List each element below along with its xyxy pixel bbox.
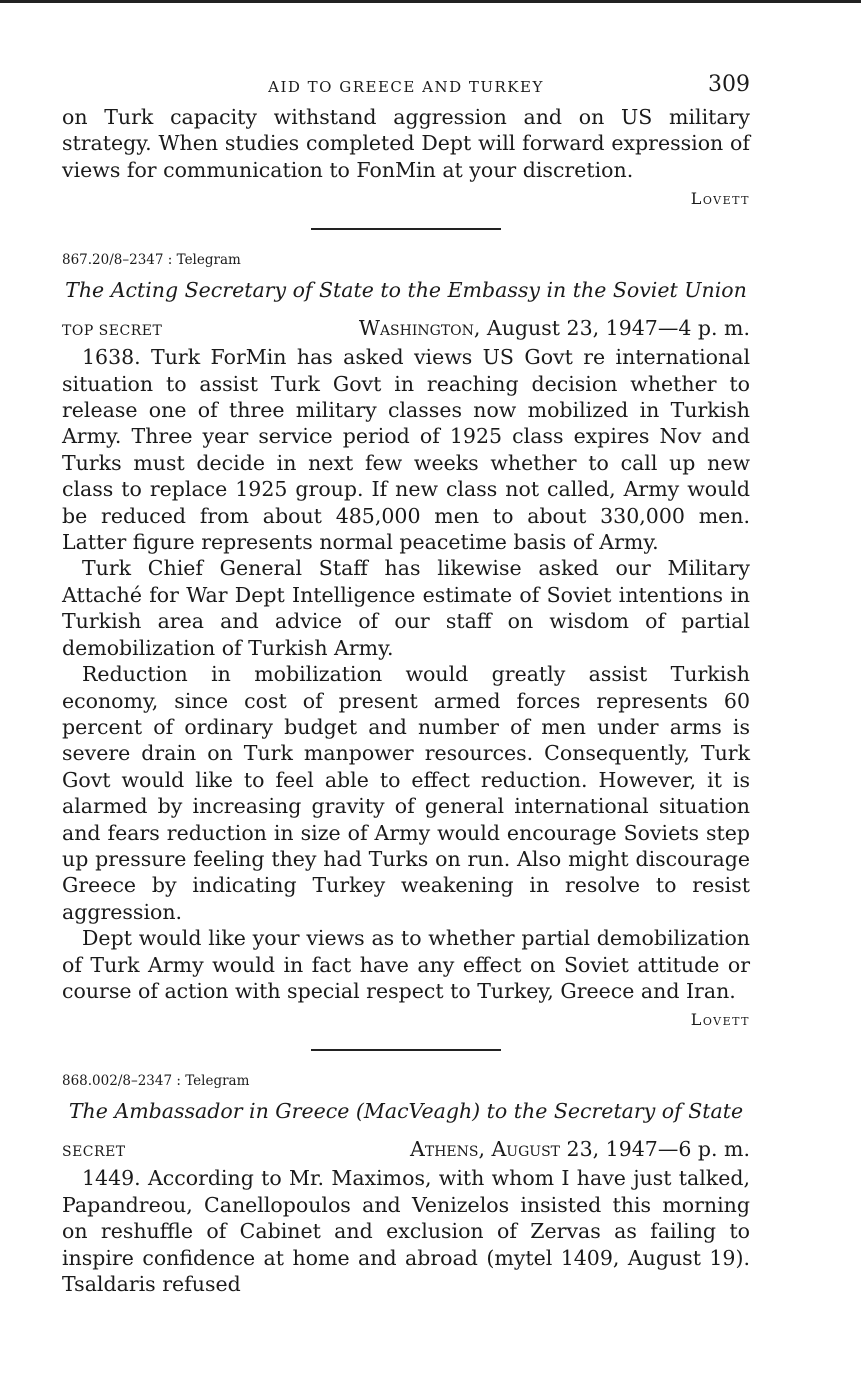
place-name: Athens, August <box>410 1137 561 1162</box>
body-paragraph: 1449. According to Mr. Maximos, with whom I have just talked, Papandreou, Canellopoulos and Venizelos insisted this morning on reshuffle of Cabinet and exclusion of Zervas as failing to inspire confidence at home and abroad (mytel 1409, August 19). Tsaldaris refused <box>62 1166 750 1296</box>
document-title: The Ambassador in Greece (MacVeagh) to the Secretary of State <box>68 1099 744 1124</box>
running-head: AID TO GREECE AND TURKEY <box>268 78 544 96</box>
page-header <box>62 70 750 104</box>
date-place <box>359 316 750 340</box>
continuation-paragraph: on Turk capacity withstand aggression and on US military strategy. When studies completed Dept will forward expression of views for communication to FonMin at your discretion. <box>62 105 750 182</box>
date-text: , August 23, 1947—4 p. m. <box>473 316 750 341</box>
page-number: 309 <box>708 72 750 97</box>
signature: Lovett <box>690 189 750 209</box>
body-paragraph: Dept would like your views as to whether partial demobilization of Turk Army would in fact have any effect on Soviet attitude or course of action with special respect to Turkey, Greece and Iran. <box>62 926 750 1003</box>
place-name: Washington <box>358 316 474 341</box>
signature: Lovett <box>690 1010 750 1030</box>
classification: SECRET <box>62 1144 126 1161</box>
dateline <box>62 1137 750 1161</box>
section-divider <box>311 1049 501 1051</box>
section-divider <box>311 228 501 230</box>
dateline <box>62 316 750 340</box>
document-title: The Acting Secretary of State to the Embassy in the Soviet Union <box>65 278 747 303</box>
body-paragraph: Reduction in mobilization would greatly assist Turkish economy, since cost of present armed forces represents 60 percent of ordinary budget and number of men under arms is severe drain on Turk manpower resources. Consequently, Turk Govt would like to feel able to effect reduction. However, it is alarmed by increasing gravity of general international situation and fears reduction in size of Army would encourage Soviets step up pressure feeling they had Turks on run. Also might discourage Greece by indicating Turkey weakening in resolve to resist aggression. <box>62 662 750 924</box>
body-paragraph: Turk Chief General Staff has likewise asked our Military Attaché for War Dept Intelligence estimate of Soviet intentions in Turkish area and advice of our staff on wisdom of partial demobilization of Turkish Army. <box>62 556 750 660</box>
date-text: 23, 1947—6 p. m. <box>560 1137 750 1162</box>
document-page <box>62 70 750 1297</box>
classification: TOP SECRET <box>62 323 163 340</box>
file-reference: 868.002/8–2347 : Telegram <box>62 1073 250 1090</box>
file-reference: 867.20/8–2347 : Telegram <box>62 252 241 269</box>
top-border <box>0 0 861 3</box>
date-place <box>410 1137 750 1161</box>
body-paragraph: 1638. Turk ForMin has asked views US Govt re international situation to assist Turk Govt in reaching decision whether to release one of three military classes now mobilized in Turkish Army. Three year service period of 1925 class expires Nov and Turks must decide in next few weeks whether to call up new class to replace 1925 group. If new class not called, Army would be reduced from about 485,000 men to about 330,000 men. Latter figure represents normal peacetime basis of Army. <box>62 345 750 555</box>
